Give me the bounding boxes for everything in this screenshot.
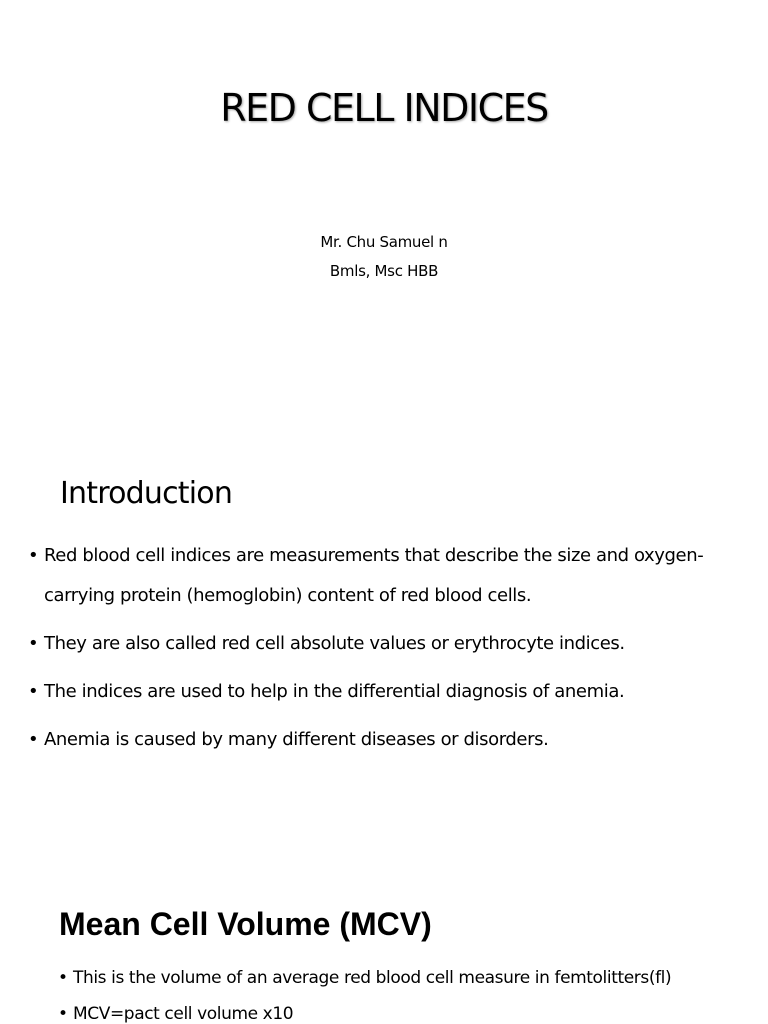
slide-mean-cell-volume <box>0 864 768 1024</box>
introduction-bullet-list <box>28 536 758 768</box>
bullet-item: • Anemia is caused by many different diseases or disorders. <box>28 720 758 760</box>
slide-title-heading: RED CELL INDICES <box>220 86 548 130</box>
bullet-item: • The indices are used to help in the differential diagnosis of anemia. <box>28 672 758 712</box>
bullet-item: • This is the volume of an average red blood cell measure in femtolitters(fl) <box>58 962 758 994</box>
bullet-item: • They are also called red cell absolute values or erythrocyte indices. <box>28 624 758 664</box>
mcv-heading: Mean Cell Volume (MCV) <box>59 906 432 942</box>
bullet-item: • Red blood cell indices are measurements that describe the size and oxygen-carrying protein (hemoglobin) content of red blood cells. <box>28 536 758 616</box>
author-credentials: Bmls, Msc HBB <box>329 262 439 280</box>
introduction-heading: Introduction <box>60 476 233 511</box>
slide-title <box>0 0 768 432</box>
bullet-item: • MCV=pact cell volume x10 <box>58 998 758 1024</box>
author-name: Mr. Chu Samuel n <box>320 233 448 251</box>
slide-introduction <box>0 432 768 864</box>
slide-subtitle <box>0 228 768 286</box>
mcv-bullet-list <box>58 962 758 1024</box>
